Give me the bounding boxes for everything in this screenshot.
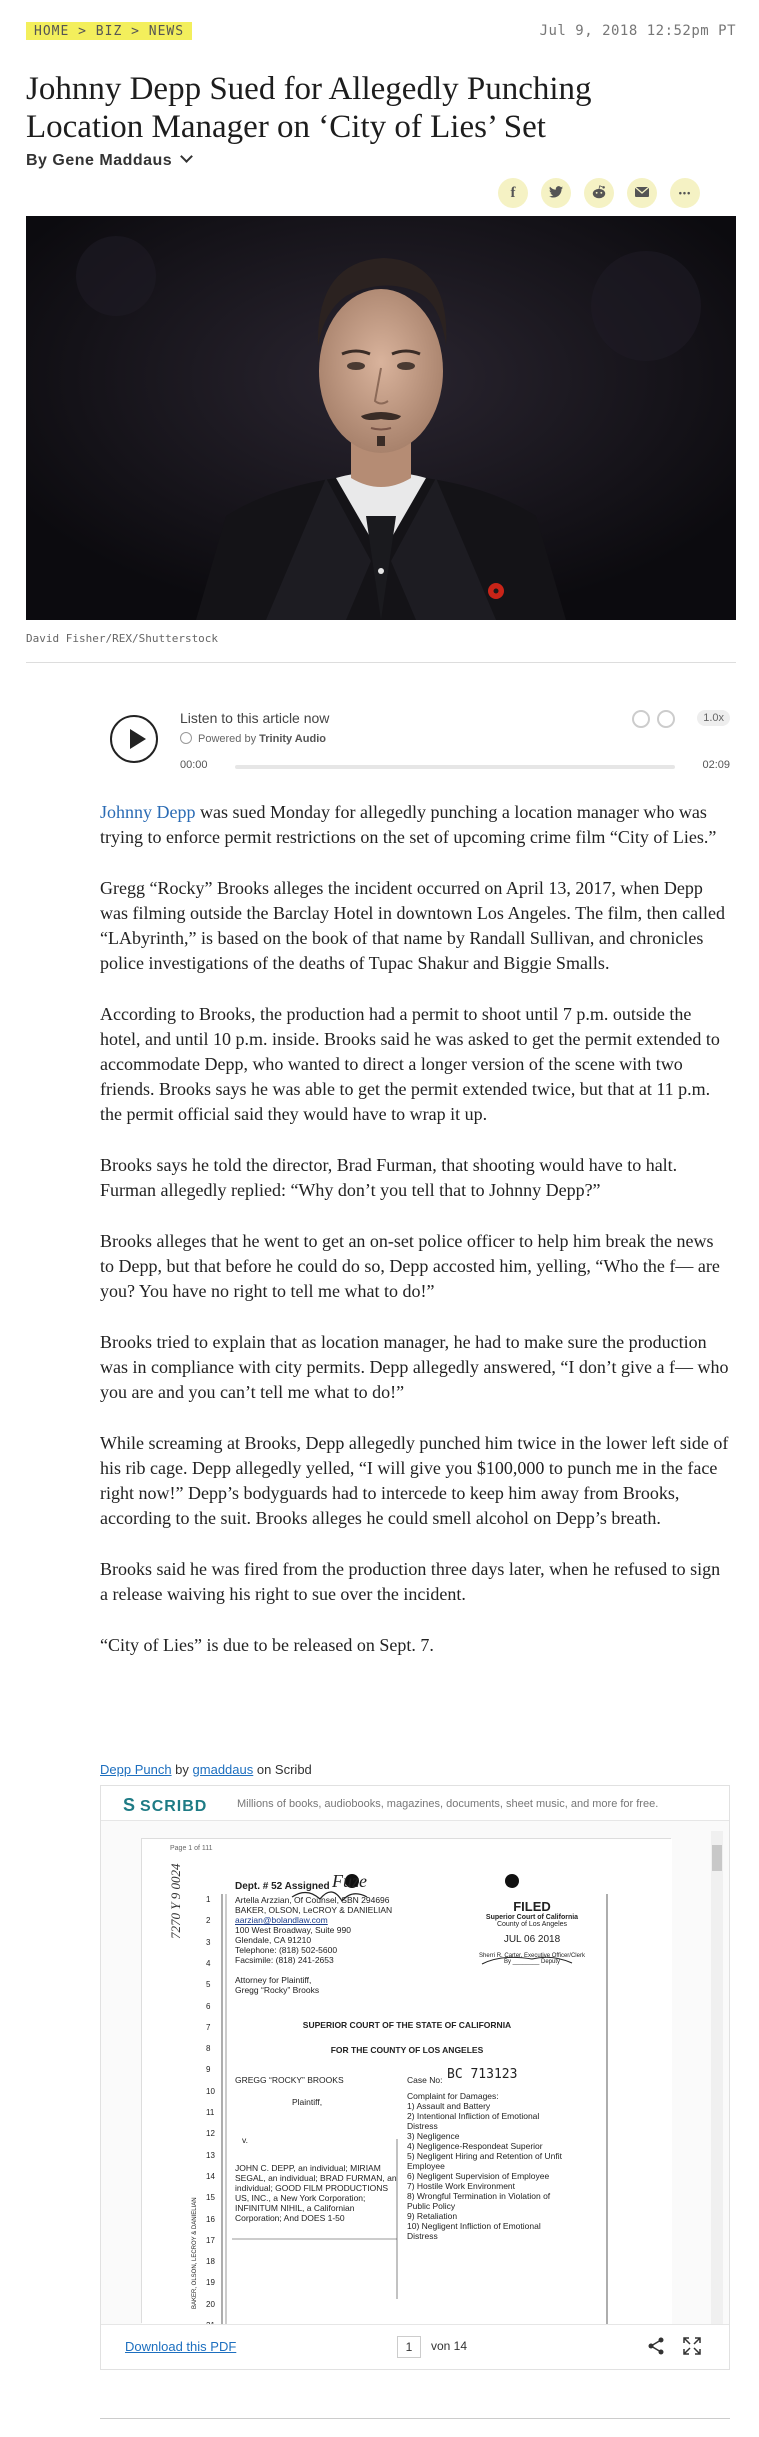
doc-signature: Fuze xyxy=(332,1871,367,1891)
audio-player xyxy=(100,700,730,780)
doc-line-number: 20 xyxy=(206,2299,215,2309)
article-paragraph: Johnny Depp was sued Monday for allegedly punching a location manager who was trying to enforce permit restrictions on the set of upcoming crime film “City of Lies.” xyxy=(100,802,717,847)
scribd-footer xyxy=(101,2324,729,2369)
play-button[interactable] xyxy=(110,715,158,763)
doc-line-number: 15 xyxy=(206,2193,215,2203)
more-icon: ••• xyxy=(678,188,692,198)
share-icon[interactable] xyxy=(647,2337,665,2360)
scribd-s-icon: S xyxy=(123,1795,137,1815)
audio-powered-by: Powered by Trinity Audio xyxy=(180,732,326,745)
doc-line-number: 19 xyxy=(206,2278,215,2288)
scribd-attribution: Depp Punch by gmaddaus on Scribd xyxy=(100,1762,312,1777)
doc-plaintiff-name: GREGG “ROCKY” BROOKS xyxy=(235,2075,344,2085)
playback-speed-button[interactable]: 1.0x xyxy=(697,710,730,726)
scribd-user-link[interactable]: gmaddaus xyxy=(192,1762,254,1777)
doc-line-number: 18 xyxy=(206,2257,215,2267)
divider xyxy=(100,2418,730,2419)
share-reddit-button[interactable] xyxy=(584,178,614,208)
doc-margin-handwriting: 7270 Y 9 0024 xyxy=(168,1863,183,1939)
breadcrumb-news[interactable]: NEWS xyxy=(148,24,185,39)
forward-icon[interactable] xyxy=(657,710,675,728)
article-headline: Johnny Depp Sued for Allegedly Punching Location Manager on ‘City of Lies’ Set xyxy=(26,71,592,145)
article-paragraph: While screaming at Brooks, Depp allegedly punched him twice in the lower left side of his rib cage. Depp allegedly yelled, “I will give you $100,000 to punch me in the face right now!” Depp’s bodyguards had to intercede to keep him away from Brooks, according to the suit. Brooks alleges he could smell alcohol on Depp’s breath. xyxy=(100,1433,729,1528)
doc-line-number: 10 xyxy=(206,2086,215,2096)
doc-court-title: SUPERIOR COURT OF THE STATE OF CALIFORNIA xyxy=(302,2020,512,2030)
article-body xyxy=(100,800,730,1684)
scrollbar-thumb[interactable] xyxy=(712,1845,722,1871)
doc-line-number: 16 xyxy=(206,2214,215,2224)
globe-icon xyxy=(180,732,192,744)
author-name[interactable]: By Gene Maddaus xyxy=(26,152,173,169)
share-twitter-button[interactable] xyxy=(541,178,571,208)
scribd-embed xyxy=(100,1785,730,2370)
doc-case-no: BC 713123 xyxy=(447,2067,518,2082)
share-more-button[interactable] xyxy=(670,178,700,208)
doc-filed-stamp: FILED Superior Court of California County of Los Angeles JUL 06 2018 Sherri R. Carter, Executive Officer/Clerk By ________ Deputy xyxy=(479,1899,585,1965)
breadcrumb: HOME > BIZ > NEWS xyxy=(26,22,192,40)
chevron-down-icon[interactable] xyxy=(180,150,193,163)
doc-page-marker: Page 1 of 111 xyxy=(170,1845,213,1852)
doc-attorney-block: Artella Arzzian, Of Counsel, SBN 294696 BAKER, OLSON, LeCROY & DANIELIAN aarzian@bolandlaw.com 100 West Broadway, Suite 990 Glendale, CA 91210 Telephone: (818) 502-5600 Facsimile: (818) 241-2653 Attorney for Plaintiff, Gregg “Rocky” Brooks xyxy=(235,1895,393,1995)
reddit-icon xyxy=(591,185,607,202)
trinity-audio-link[interactable]: Trinity Audio xyxy=(259,733,326,745)
fullscreen-icon[interactable] xyxy=(683,2337,701,2360)
article-paragraph: Gregg “Rocky” Brooks alleges the incident occurred on April 13, 2017, when Depp was filming outside the Barclay Hotel in downtown Los Angeles. The film, then called “LAbyrinth,” is based on the book of that name by Randall Sullivan, and chronicles police investigations of the deaths of Tupac Shakur and Biggie Smalls. xyxy=(100,878,726,973)
doc-line-number: 14 xyxy=(206,2171,215,2181)
facebook-icon: f xyxy=(510,184,516,201)
doc-line-number: 1 xyxy=(206,1895,211,1904)
page-total: von 14 xyxy=(431,2339,468,2353)
article-paragraph: Brooks alleges that he went to get an on-set police officer to help him break the news to Depp, but that before he could do so, Depp accosted him, yelling, “Who the f— are you? You have no right to tell me what to do!” xyxy=(100,1231,720,1301)
scribd-doc-link[interactable]: Depp Punch xyxy=(100,1762,172,1777)
doc-line-number: 12 xyxy=(206,2129,215,2139)
publish-timestamp: Jul 9, 2018 12:52pm PT xyxy=(539,23,736,39)
audio-duration: 02:09 xyxy=(702,759,730,771)
doc-defendants: JOHN C. DEPP, an individual; MIRIAM SEGAL, an individual; BRAD FURMAN, an individual; GOOD FILM PRODUCTIONS US, INC., a New York Corporation; INFINITUM NIHIL, a Californian Corporation; And DOES 1-50 xyxy=(235,2163,397,2223)
top-bar xyxy=(26,20,736,44)
doc-vs: v. xyxy=(242,2135,248,2145)
divider xyxy=(26,662,736,663)
scribd-header xyxy=(101,1786,729,1821)
doc-dept: Dept. # 52 Assigned xyxy=(235,1881,330,1892)
scribd-tagline: Millions of books, audiobooks, magazines, documents, sheet music, and more for free. xyxy=(237,1798,659,1810)
document-page xyxy=(141,1838,671,2323)
byline[interactable] xyxy=(26,152,191,170)
doc-line-number: 13 xyxy=(206,2150,215,2160)
doc-firm-vertical: BAKER, OLSON, LECROY & DANIELIAN xyxy=(192,2197,198,2309)
johnny-depp-link[interactable]: Johnny Depp xyxy=(100,802,196,822)
scribd-logo[interactable]: S SCRIBD xyxy=(123,1795,208,1815)
doc-line-number: 17 xyxy=(206,2235,215,2245)
breadcrumb-biz[interactable]: BIZ xyxy=(95,24,123,39)
share-email-button[interactable] xyxy=(627,178,657,208)
email-icon xyxy=(635,186,649,200)
doc-line-number: 11 xyxy=(206,2108,215,2117)
doc-line-number: 9 xyxy=(206,2065,211,2075)
article-paragraph: According to Brooks, the production had a permit to shoot until 7 p.m. outside the hotel, and until 10 p.m. inside. Brooks said he was asked to get the permit extended to accommodate Depp, who wanted to direct a longer version of the scene with two friends. Brooks says he was able to get the permit extended twice, but that at 11 p.m. the permit official said they would have to wrap it up. xyxy=(100,1004,720,1124)
article-paragraph: Brooks says he told the director, Brad Furman, that shooting would have to halt. Furman allegedly replied: “Why don’t you tell that to Johnny Depp?” xyxy=(100,1155,678,1200)
doc-plaintiff-label: Plaintiff, xyxy=(292,2097,323,2107)
document-scrollbar[interactable] xyxy=(711,1831,723,2326)
article-paragraph: “City of Lies” is due to be released on Sept. 7. xyxy=(100,1635,434,1655)
doc-county-title: FOR THE COUNTY OF LOS ANGELES xyxy=(330,2045,484,2055)
audio-current-time: 00:00 xyxy=(180,759,208,771)
doc-line-number: 5 xyxy=(206,1980,211,1990)
download-pdf-link[interactable]: Download this PDF xyxy=(125,2339,237,2354)
doc-line-number: 4 xyxy=(206,1958,211,1968)
doc-line-number: 7 xyxy=(206,2022,211,2032)
breadcrumb-home[interactable]: HOME xyxy=(34,24,70,39)
doc-line-number: 2 xyxy=(206,1916,211,1926)
doc-line-number: 6 xyxy=(206,2001,211,2011)
doc-complaint-list: Complaint for Damages: 1) Assault and Battery 2) Intentional Infliction of Emotional Distress 3) Negligence 4) Negligence-Respondeat Superior 5) Negligent Hiring and Retention of Unfit Employee 6) Negligent Supervision of Employee 7) Hostile Work Environment 8) Wrongful Termination in Violation of Public Policy 9) Retaliation 10) Negligent Infliction of Emotional Distress xyxy=(407,2091,562,2241)
page-number-input[interactable]: 1 xyxy=(397,2336,421,2358)
audio-progress-slider[interactable] xyxy=(235,765,675,769)
doc-case-no-label: Case No: xyxy=(407,2075,443,2085)
twitter-icon xyxy=(549,186,563,201)
article-paragraph: Brooks said he was fired from the production three days later, when he refused to sign a release waiving his right to sue over the incident. xyxy=(100,1559,721,1604)
audio-title: Listen to this article now xyxy=(180,710,330,726)
photo-credit: David Fisher/REX/Shutterstock xyxy=(26,632,219,645)
doc-line-number: 3 xyxy=(206,1937,211,1947)
hero-photo xyxy=(26,216,736,620)
rewind-icon[interactable] xyxy=(632,710,650,728)
doc-line-number: 8 xyxy=(206,2044,211,2054)
share-facebook-button[interactable] xyxy=(498,178,528,208)
article-paragraph: Brooks tried to explain that as location manager, he had to make sure the production was in compliance with city permits. Depp allegedly answered, “I don’t give a f— who you are and you can’t tell me what to do!” xyxy=(100,1332,729,1402)
